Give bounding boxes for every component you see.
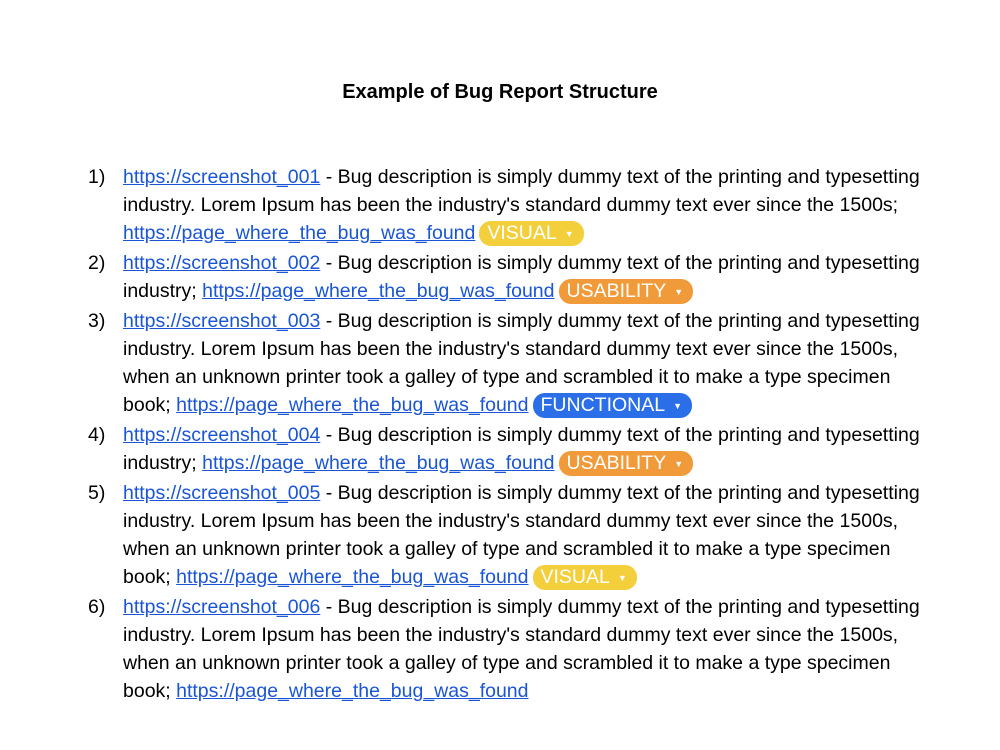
list-item xyxy=(88,249,938,305)
item-number: 6) xyxy=(88,596,106,618)
item-number: 2) xyxy=(88,252,106,274)
list-item xyxy=(88,479,938,591)
list-item xyxy=(88,163,938,247)
page-link[interactable]: https://page_where_the_bug_was_found xyxy=(202,452,555,474)
item-number: 3) xyxy=(88,310,106,332)
list-item xyxy=(88,593,938,705)
page-link[interactable]: https://page_where_the_bug_was_found xyxy=(176,680,529,702)
tag-chip-usability[interactable] xyxy=(559,451,694,476)
dropdown-caret-icon: ▼ xyxy=(617,572,627,583)
tag-chip-visual[interactable] xyxy=(479,221,583,246)
list-item xyxy=(88,307,938,419)
bug-description: - Bug description is simply dummy text of the printing and typesetting industry; xyxy=(123,424,920,474)
tag-chip-functional[interactable] xyxy=(533,393,693,418)
tag-label: FUNCTIONAL xyxy=(540,394,666,416)
page-link[interactable]: https://page_where_the_bug_was_found xyxy=(123,222,476,244)
page-title: Example of Bug Report Structure xyxy=(342,81,658,103)
tag-label: USABILITY xyxy=(566,280,667,302)
tag-label: VISUAL xyxy=(540,566,610,588)
page-link[interactable]: https://page_where_the_bug_was_found xyxy=(176,394,529,416)
dropdown-caret-icon: ▼ xyxy=(564,228,574,239)
tag-chip-usability[interactable] xyxy=(559,279,694,304)
screenshot-link[interactable]: https://screenshot_001 xyxy=(123,166,321,188)
dropdown-caret-icon: ▼ xyxy=(674,458,684,469)
screenshot-link[interactable]: https://screenshot_006 xyxy=(123,596,321,618)
dropdown-caret-icon: ▼ xyxy=(674,286,684,297)
item-number: 4) xyxy=(88,424,106,446)
screenshot-link[interactable]: https://screenshot_002 xyxy=(123,252,321,274)
bug-description: - Bug description is simply dummy text of the printing and typesetting industry; xyxy=(123,252,920,302)
dropdown-caret-icon: ▼ xyxy=(673,400,683,411)
tag-label: VISUAL xyxy=(487,222,557,244)
tag-chip-visual[interactable] xyxy=(533,565,637,590)
bug-description: - Bug description is simply dummy text of the printing and typesetting industry. Lorem Ipsum has been the industry's standard dummy text ever since the 1500s, when an unknown printer took a galley of type and scrambled it to make a type specimen book; xyxy=(123,482,920,588)
page-link[interactable]: https://page_where_the_bug_was_found xyxy=(202,280,555,302)
bug-report-list xyxy=(88,163,938,707)
page-link[interactable]: https://page_where_the_bug_was_found xyxy=(176,566,529,588)
list-item xyxy=(88,421,938,477)
tag-label: USABILITY xyxy=(566,452,667,474)
bug-description: - Bug description is simply dummy text of the printing and typesetting industry. Lorem Ipsum has been the industry's standard dummy text ever since the 1500s, when an unknown printer took a galley of type and scrambled it to make a type specimen book; xyxy=(123,596,920,702)
item-number: 5) xyxy=(88,482,106,504)
screenshot-link[interactable]: https://screenshot_004 xyxy=(123,424,321,446)
screenshot-link[interactable]: https://screenshot_003 xyxy=(123,310,321,332)
bug-description: - Bug description is simply dummy text of the printing and typesetting industry. Lorem Ipsum has been the industry's standard dummy text ever since the 1500s, when an unknown printer took a galley of type and scrambled it to make a type specimen book; xyxy=(123,310,920,416)
item-number: 1) xyxy=(88,166,106,188)
bug-description: - Bug description is simply dummy text of the printing and typesetting industry. Lorem Ipsum has been the industry's standard dummy text ever since the 1500s; xyxy=(123,166,920,216)
screenshot-link[interactable]: https://screenshot_005 xyxy=(123,482,321,504)
